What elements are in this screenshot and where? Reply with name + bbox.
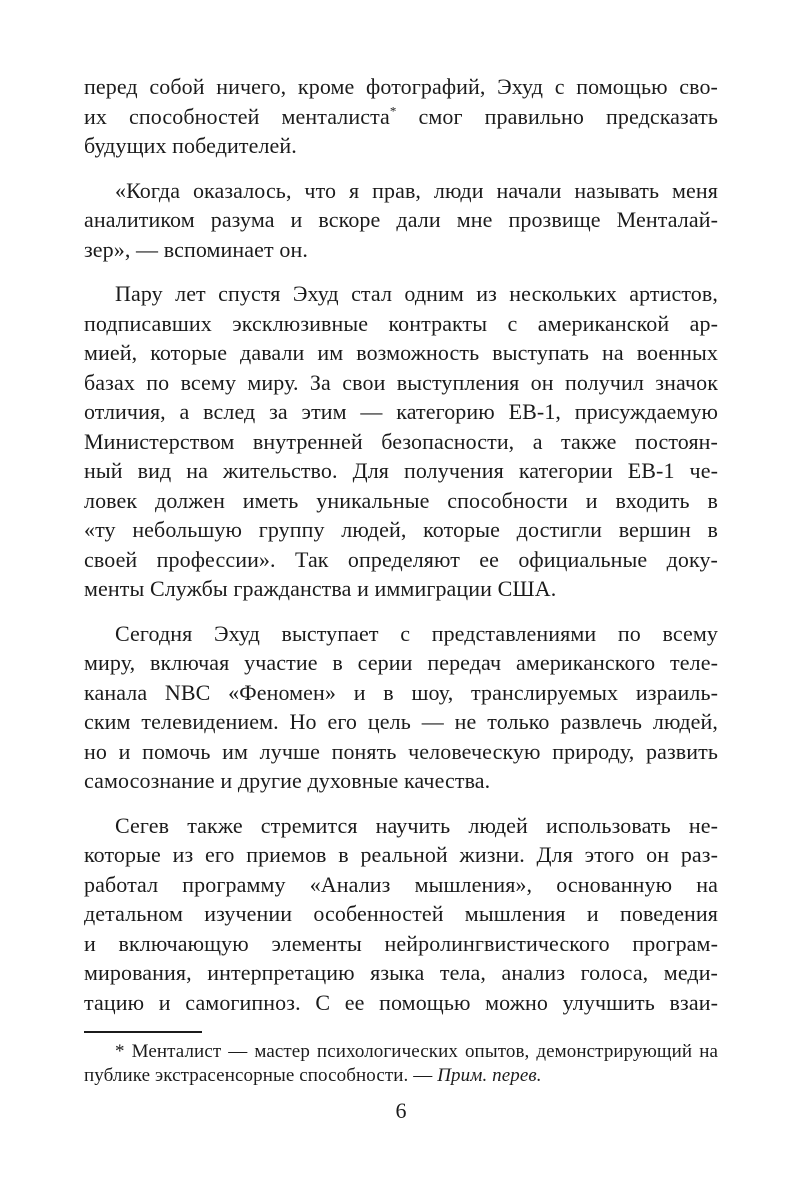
text-segment: смог правильно предсказать: [396, 103, 718, 129]
text-line: [84, 988, 718, 1018]
text-segment: публике экстрасенсорные способности. —: [84, 1065, 438, 1086]
page-number: 6: [395, 1098, 407, 1123]
paragraph: [84, 72, 718, 161]
text-segment: «ту небольшую группу людей, которые достигли вершин в: [84, 517, 718, 542]
paragraph: [84, 811, 718, 1018]
text-segment: перед собой ничего, кроме фотографий, Эхуд с помощью сво-: [84, 74, 718, 99]
text-segment: ловек должен иметь уникальные способности и входить в: [84, 487, 718, 513]
text-line: [84, 131, 718, 161]
footnote: [84, 1031, 718, 1088]
text-segment: Сегев также стремится научить людей использовать не-: [115, 812, 718, 838]
text-segment: но и помочь им лучше понять человеческую природу, развить: [84, 738, 718, 764]
text-segment: будущих победителей.: [84, 133, 297, 158]
text-segment: Пару лет спустя Эхуд стал одним из нескольких артистов,: [115, 281, 718, 306]
text-segment: работал программу «Анализ мышления», основанную на: [84, 871, 718, 897]
text-segment: тацию и самогипноз. С ее помощью можно улучшить взаи-: [84, 989, 718, 1015]
body-text: [84, 72, 718, 1017]
text-line: [84, 1064, 718, 1088]
text-line: [84, 545, 718, 575]
paragraph: [84, 1040, 718, 1088]
text-line: [84, 486, 718, 516]
text-line: [84, 840, 718, 870]
text-line: [84, 619, 718, 649]
text-segment: мией, которые давали им возможность выступать на военных: [84, 340, 718, 365]
text-line: [84, 1040, 718, 1064]
text-line: [84, 235, 718, 265]
text-line: [84, 176, 718, 206]
text-segment: мирования, интерпретацию языка тела, анализ голоса, меди-: [84, 960, 718, 985]
footnote-marker: *: [389, 103, 397, 119]
text-segment: Министерством внутренней безопасности, а также постоян-: [84, 428, 718, 454]
text-line: [84, 574, 718, 604]
text-line: [84, 958, 718, 988]
text-line: [84, 279, 718, 309]
text-line: [84, 870, 718, 900]
text-segment: базах по всему миру. За свои выступления он получил значок: [84, 369, 718, 395]
text-segment: ским телевидением. Но его цель — не только развлечь людей,: [84, 709, 718, 734]
footnote-rule: [84, 1031, 202, 1033]
text-line: [84, 811, 718, 841]
text-line: [84, 72, 718, 102]
text-segment: Прим. перев.: [437, 1065, 542, 1086]
text-segment: отличия, а вслед за этим — категорию EB-1, присуждаемую: [84, 399, 718, 424]
text-line: [84, 368, 718, 398]
text-segment: и включающую элементы нейролингвистического програм-: [84, 930, 718, 956]
text-line: [84, 205, 718, 235]
text-line: [84, 397, 718, 427]
text-line: [84, 899, 718, 929]
paragraph: [84, 176, 718, 265]
text-line: [84, 456, 718, 486]
text-line: [84, 707, 718, 737]
text-segment: ный вид на жительство. Для получения категории EB-1 че-: [84, 458, 718, 483]
text-segment: менты Службы гражданства и иммиграции США.: [84, 576, 557, 601]
text-segment: аналитиком разума и вскоре дали мне прозвище Менталай-: [84, 207, 718, 232]
text-segment: «Когда оказалось, что я прав, люди начали называть меня: [115, 177, 718, 203]
text-line: [84, 678, 718, 708]
paragraph: [84, 279, 718, 604]
paragraph: [84, 619, 718, 796]
text-segment: которые из его приемов в реальной жизни. Для этого он раз-: [84, 842, 718, 867]
text-segment: зер», — вспоминает он.: [84, 236, 308, 262]
text-line: [84, 338, 718, 368]
text-segment: своей профессии». Так определяют ее официальные доку-: [84, 546, 718, 572]
text-line: [84, 102, 718, 132]
text-segment: Сегодня Эхуд выступает с представлениями по всему: [115, 620, 718, 646]
text-segment: миру, включая участие в серии передач американского теле-: [84, 650, 718, 675]
text-segment: самосознание и другие духовные качества.: [84, 768, 491, 793]
text-line: [84, 427, 718, 457]
text-line: [84, 648, 718, 678]
text-segment: подписавших эксклюзивные контракты с американской ар-: [84, 310, 718, 336]
text-line: [84, 309, 718, 339]
text-line: [84, 515, 718, 545]
footnote-text: [84, 1040, 718, 1088]
text-segment: детальном изучении особенностей мышления и поведения: [84, 901, 718, 926]
text-line: [84, 929, 718, 959]
text-segment: их способностей менталиста: [84, 103, 390, 129]
text-line: [84, 737, 718, 767]
text-line: [84, 766, 718, 796]
text-segment: * Менталист — мастер психологических опытов, демонстрирующий на: [115, 1041, 718, 1062]
text-segment: канала NBC «Феномен» и в шоу, транслируемых израиль-: [84, 679, 718, 705]
